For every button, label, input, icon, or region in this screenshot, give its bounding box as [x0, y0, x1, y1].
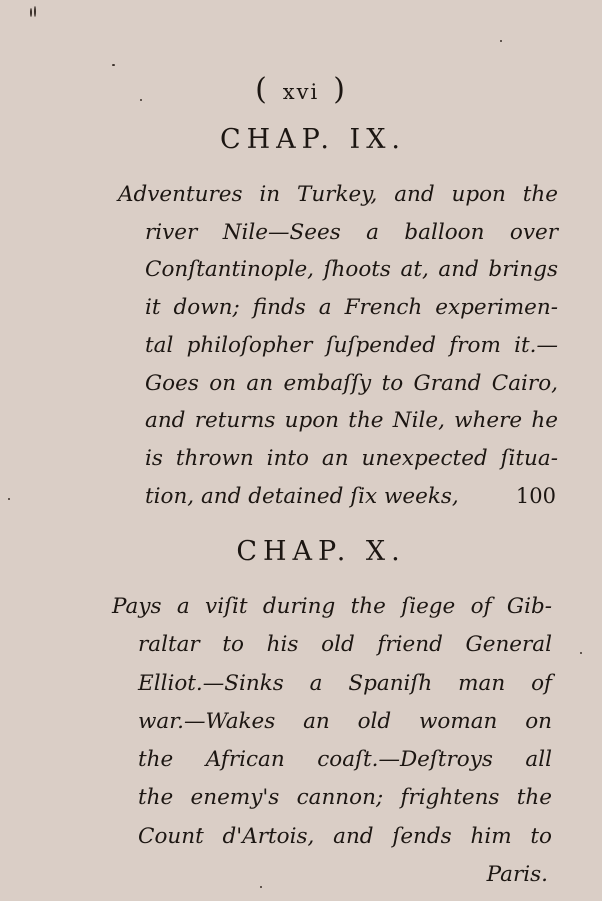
summary-line: Conſtantinople, ſhoots at, and brings [145, 257, 558, 283]
summary-line: Paris. [486, 862, 548, 888]
summary-line: the enemy's cannon; frightens the [138, 785, 552, 811]
summary-line: Goes on an embaſſy to Grand Cairo, [145, 370, 558, 396]
chapter-heading: CHAP. X. [236, 536, 406, 567]
summary-line: raltar to his old friend General [138, 632, 552, 658]
summary-line: Count d'Artois, and ſends him to [138, 823, 552, 849]
paper-speck [30, 8, 32, 17]
page-number-close-paren: ) [333, 72, 347, 107]
paper-speck [112, 64, 115, 66]
summary-line: the African coaſt.—Deſtroys all [138, 747, 552, 773]
summary-line: war.—Wakes an old woman on [138, 708, 552, 734]
page-reference: 100 [515, 483, 556, 508]
summary-line: Pays a viſit during the ſiege of Gib- [112, 594, 552, 619]
summary-line: Adventures in Turkey, and upon the [118, 182, 558, 207]
chapter-summary [118, 176, 558, 515]
summary-line-last [118, 478, 558, 516]
paper-speck [500, 40, 502, 42]
summary-line-text: tion, and detained ſix weeks, [145, 483, 459, 509]
page-number [0, 72, 602, 107]
summary-line: and returns upon the Nile, where he [145, 408, 558, 434]
paper-speck [34, 6, 36, 17]
summary-line: tal philoſopher ſuſpended from it.— [145, 332, 558, 358]
chapter-summary [112, 588, 552, 894]
summary-line: is thrown into an unexpected ſitua- [145, 445, 558, 471]
page-number-open-paren: ( [255, 72, 269, 107]
summary-line: Elliot.—Sinks a Spaniſh man of [138, 670, 552, 696]
summary-line: river Nile—Sees a balloon over [145, 219, 558, 245]
summary-line: it down; finds a French experimen- [145, 295, 558, 321]
paper-speck [8, 498, 10, 500]
page-number-value: xvi [282, 80, 320, 104]
chapter-heading: CHAP. IX. [219, 124, 407, 155]
paper-speck [580, 652, 582, 654]
